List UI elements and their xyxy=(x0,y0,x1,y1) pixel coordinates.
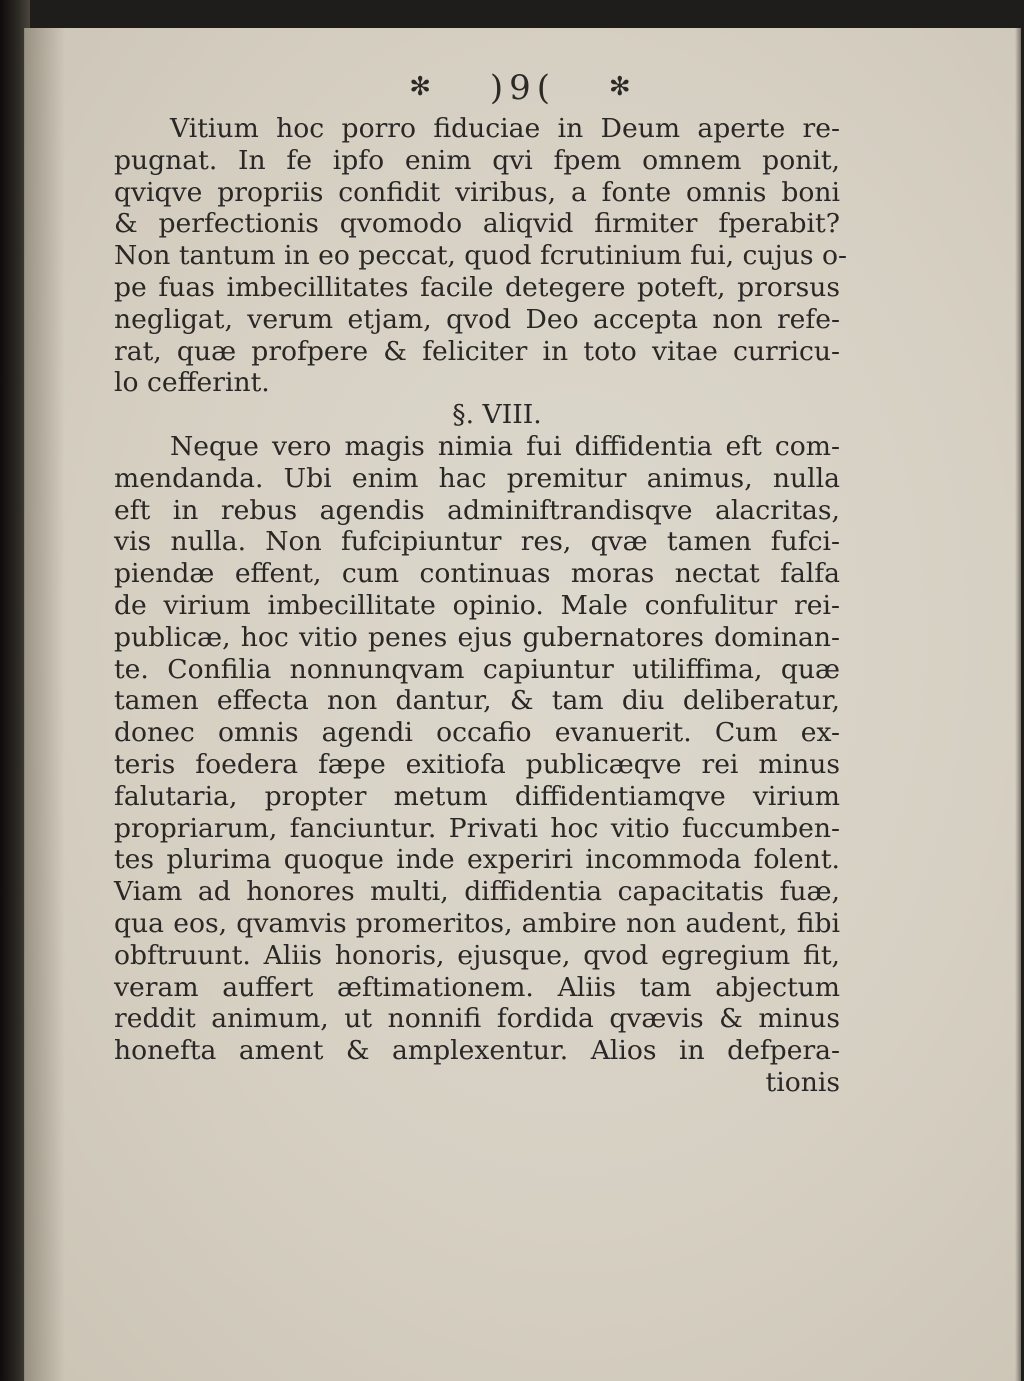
page-number: )9( xyxy=(489,68,557,108)
text-line: qua eos, qvamvis promeritos, ambire non audent, fibi xyxy=(114,907,840,939)
page-right-edge xyxy=(1015,28,1021,1381)
catchword: tionis xyxy=(765,1066,840,1098)
text-line: falutaria, propter metum diffidentiamqve virium xyxy=(114,780,840,812)
running-header xyxy=(25,68,1021,108)
text-line: Vitium hoc porro fiduciae in Deum aperte re- xyxy=(170,113,840,144)
text-line: veram auffert æftimationem. Aliis tam abjectum xyxy=(114,971,840,1003)
text-line: obftruunt. Aliis honoris, ejusque, qvod egregium fit, xyxy=(114,939,840,971)
text-line: vis nulla. Non fufcipiuntur res, qvæ tamen fufci- xyxy=(114,526,840,558)
text-line: eft in rebus agendis adminiftrandisqve alacritas, xyxy=(114,494,840,526)
text-line: pugnat. In fe ipfo enim qvi fpem omnem ponit, xyxy=(114,144,840,176)
page-text xyxy=(114,113,848,1099)
page-gutter-shadow xyxy=(25,28,65,1381)
text-line: teris foedera fæpe exitiofa publicæqve rei minus xyxy=(114,748,840,780)
text-line: honefta ament & amplexentur. Alios in defpera- xyxy=(114,1035,840,1067)
text-line: piendæ effent, cum continuas moras nectat falfa xyxy=(114,558,840,590)
text-line: rat, quæ profpere & feliciter in toto vitae curricu- xyxy=(114,335,840,367)
text-line: Neque vero magis nimia fui diffidentia eft com- xyxy=(170,430,840,462)
text-line: negligat, verum etjam, qvod Deo accepta non refe- xyxy=(114,303,840,335)
text-line: tes plurima quoque inde experiri incommoda folent. xyxy=(114,844,840,876)
book-page xyxy=(24,28,1021,1381)
section-heading: §. VIII. xyxy=(452,399,542,431)
text-line: qviqve propriis confidit viribus, a fonte omnis boni xyxy=(114,176,840,208)
ornament-right-icon: ✻ xyxy=(608,72,637,102)
text-line: donec omnis agendi occafio evanuerit. Cum ex- xyxy=(114,717,840,749)
paragraph-2 xyxy=(114,431,840,1067)
text-line: pe fuas imbecillitates facile detegere poteft, prorsus xyxy=(114,271,840,303)
text-line: de virium imbecillitate opinio. Male confulitur rei- xyxy=(114,589,840,621)
text-line: te. Confilia nonnunqvam capiuntur utiliffima, quæ xyxy=(114,653,840,685)
text-line: propriarum, fanciuntur. Privati hoc vitio fuccumben- xyxy=(114,812,840,844)
text-line: reddit animum, ut nonnifi fordida qvævis & minus xyxy=(114,1003,840,1035)
paragraph-1 xyxy=(114,113,848,399)
text-line: mendanda. Ubi enim hac premitur animus, nulla xyxy=(114,462,840,494)
text-line: & perfectionis qvomodo aliqvid firmiter fperabit? xyxy=(114,208,840,240)
text-line: tamen effecta non dantur, & tam diu deliberatur, xyxy=(114,685,840,717)
text-line: publicæ, hoc vitio penes ejus gubernatores dominan- xyxy=(114,621,840,653)
text-line: Viam ad honores multi, diffidentia capacitatis fuæ, xyxy=(114,876,840,908)
text-line: Non tantum in eo peccat, quod fcrutinium fui, cujus o- xyxy=(114,240,848,272)
text-line: lo cefferint. xyxy=(114,367,270,399)
ornament-left-icon: ✻ xyxy=(409,72,438,102)
